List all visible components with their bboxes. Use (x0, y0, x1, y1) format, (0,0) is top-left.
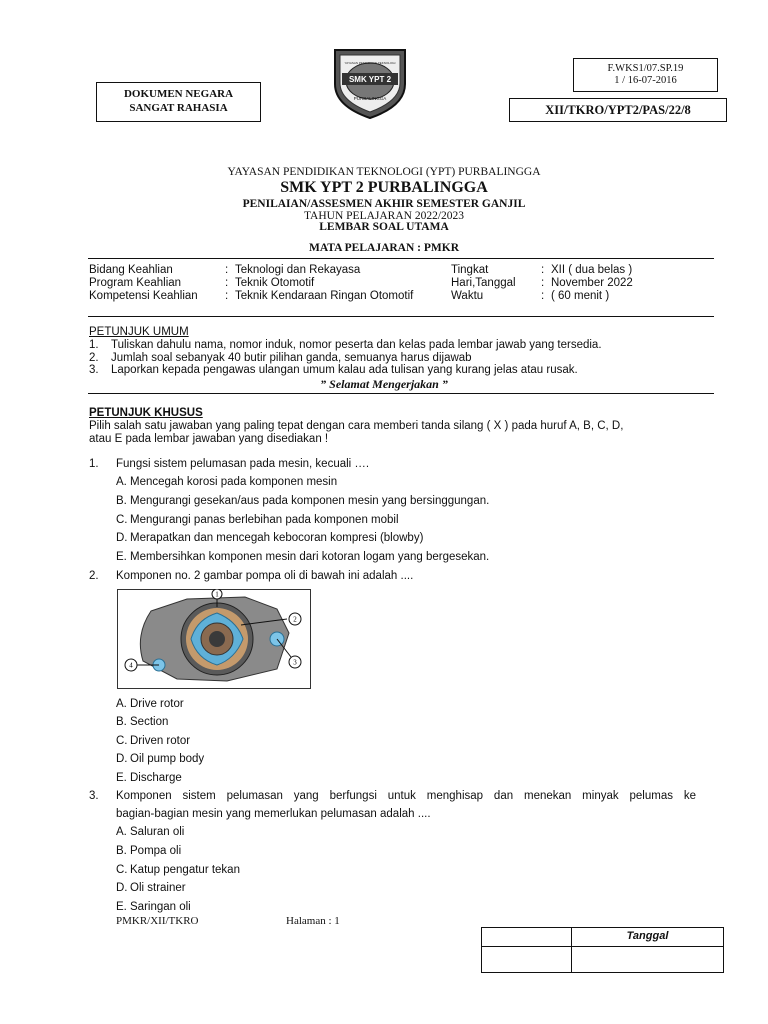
colon: : (541, 290, 545, 302)
question-1-option-d[interactable]: D. Merapatkan dan mencegah kebocoran kompresi (blowby) (116, 532, 424, 544)
bidang-label: Bidang Keahlian (89, 264, 173, 276)
kompetensi-value: Teknik Kendaraan Ringan Otomotif (235, 290, 414, 302)
program-value: Teknik Otomotif (235, 277, 315, 289)
question-2-option-c[interactable]: C. Driven rotor (116, 735, 191, 747)
general-instruction-item: 1. Tuliskan dahulu nama, nomor induk, nomor peserta dan kelas pada lembar jawab yang tersedia. (89, 339, 602, 351)
question-1-option-c[interactable]: C. Mengurangi panas berlebihan pada komponen mobil (116, 514, 399, 526)
figure-label-3: 3 (293, 658, 297, 667)
bidang-value: Teknologi dan Rekayasa (235, 264, 361, 276)
question-2-option-d[interactable]: D. Oil pump body (116, 753, 205, 765)
question-3-option-a[interactable]: A. Saluran oli (116, 826, 185, 838)
divider-middle (88, 316, 714, 317)
question-2-option-b[interactable]: B. Section (116, 716, 169, 728)
greeting: ” Selamat Mengerjakan ” (320, 377, 448, 391)
general-instructions-heading: PETUNJUK UMUM (89, 326, 189, 338)
question-1: 1. Fungsi sistem pelumasan pada mesin, kecuali …. (89, 458, 370, 470)
question-2: 2. Komponen no. 2 gambar pompa oli di bawah ini adalah .... (89, 570, 414, 582)
general-instruction-item: 2. Jumlah soal sebanyak 40 butir pilihan ganda, semuanya harus dijawab (89, 352, 472, 364)
divider-top (88, 258, 714, 259)
special-instructions-line-1: Pilih salah satu jawaban yang paling tepat dengan cara memberi tanda silang ( X ) pada huruf A, B, C, D, (89, 420, 624, 432)
academic-year: TAHUN PELAJARAN 2022/2023 (303, 210, 465, 222)
form-code-line-2: 1 / 16-07-2016 (614, 75, 677, 86)
question-1-option-b[interactable]: B. Mengurangi gesekan/aus pada komponen mesin yang bersinggungan. (116, 495, 490, 507)
special-instructions-line-2: atau E pada lembar jawaban yang disediakan ! (89, 433, 329, 445)
figure-label-1: 1 (215, 590, 219, 599)
document-code-box: XII/TKRO/YPT2/PAS/22/8 (509, 98, 727, 122)
colon: : (225, 264, 229, 276)
question-1-option-a[interactable]: A. Mencegah korosi pada komponen mesin (116, 476, 338, 488)
program-label: Program Keahlian (89, 277, 182, 289)
school-logo (329, 44, 411, 120)
date-column-header: Tanggal (626, 930, 669, 942)
exam-info (89, 264, 719, 303)
figure-label-2: 2 (293, 615, 297, 624)
special-instructions-heading: PETUNJUK KHUSUS (89, 407, 203, 419)
classification-line-2: SANGAT RAHASIA (129, 102, 228, 114)
divider-bottom (88, 393, 714, 394)
question-3-option-c[interactable]: C. Katup pengatur tekan (116, 864, 240, 876)
question-3-line-2: bagian-bagian mesin yang memerlukan pelumasan adalah .... (116, 808, 431, 820)
question-1-option-e[interactable]: E. Membersihkan komponen mesin dari kotoran logam yang bergesekan. (116, 551, 490, 563)
colon: : (225, 290, 229, 302)
logo-top-text: YAYASAN PENDIDIKAN TEKNOLOGI (344, 61, 396, 65)
classification-box (96, 82, 261, 122)
question-3: 3. Komponen sistem pelumasan yang berfungsi untuk menghisap dan menekan minyak pelumas ke (89, 790, 696, 802)
tingkat-label: Tingkat (451, 264, 489, 276)
colon: : (541, 277, 545, 289)
waktu-label: Waktu (451, 290, 484, 302)
classification-line-1: DOKUMEN NEGARA (123, 88, 234, 100)
colon: : (225, 277, 229, 289)
hari-value: November 2022 (551, 277, 633, 289)
form-code-line-1: F.WKS1/07.SP.19 (607, 63, 684, 74)
question-3-option-b[interactable]: B. Pompa oli (116, 845, 182, 857)
form-code-box (573, 58, 718, 92)
question-2-option-a[interactable]: A. Drive rotor (116, 698, 184, 710)
signature-table (481, 927, 724, 973)
logo-bottom-text: PURBALINGGA (353, 96, 387, 101)
foundation-name: YAYASAN PENDIDIKAN TEKNOLOGI (YPT) PURBALINGGA (227, 166, 541, 178)
subject-title: MATA PELAJARAN : PMKR (308, 242, 460, 254)
waktu-value: ( 60 menit ) (551, 290, 610, 302)
tingkat-value: XII ( dua belas ) (551, 264, 633, 276)
hari-label: Hari,Tanggal (451, 277, 516, 289)
general-instruction-item: 3. Laporkan kepada pengawas ulangan umum kalau ada tulisan yang kurang jelas atau rusak. (89, 364, 578, 376)
logo-main-text: SMK YPT 2 (348, 75, 392, 84)
colon: : (541, 264, 545, 276)
school-name: SMK YPT 2 PURBALINGGA (280, 179, 488, 196)
exam-title: PENILAIAN/ASSESMEN AKHIR SEMESTER GANJIL (242, 198, 526, 210)
oil-pump-figure (117, 589, 311, 689)
page-number: Halaman : 1 (286, 915, 340, 927)
figure-label-4: 4 (129, 661, 133, 670)
footer-code: PMKR/XII/TKRO (116, 915, 199, 927)
question-3-option-d[interactable]: D. Oli strainer (116, 882, 186, 894)
sheet-title: LEMBAR SOAL UTAMA (319, 221, 449, 233)
question-2-option-e[interactable]: E. Discharge (116, 772, 182, 784)
kompetensi-label: Kompetensi Keahlian (89, 290, 198, 302)
question-3-option-e[interactable]: E. Saringan oli (116, 901, 191, 913)
